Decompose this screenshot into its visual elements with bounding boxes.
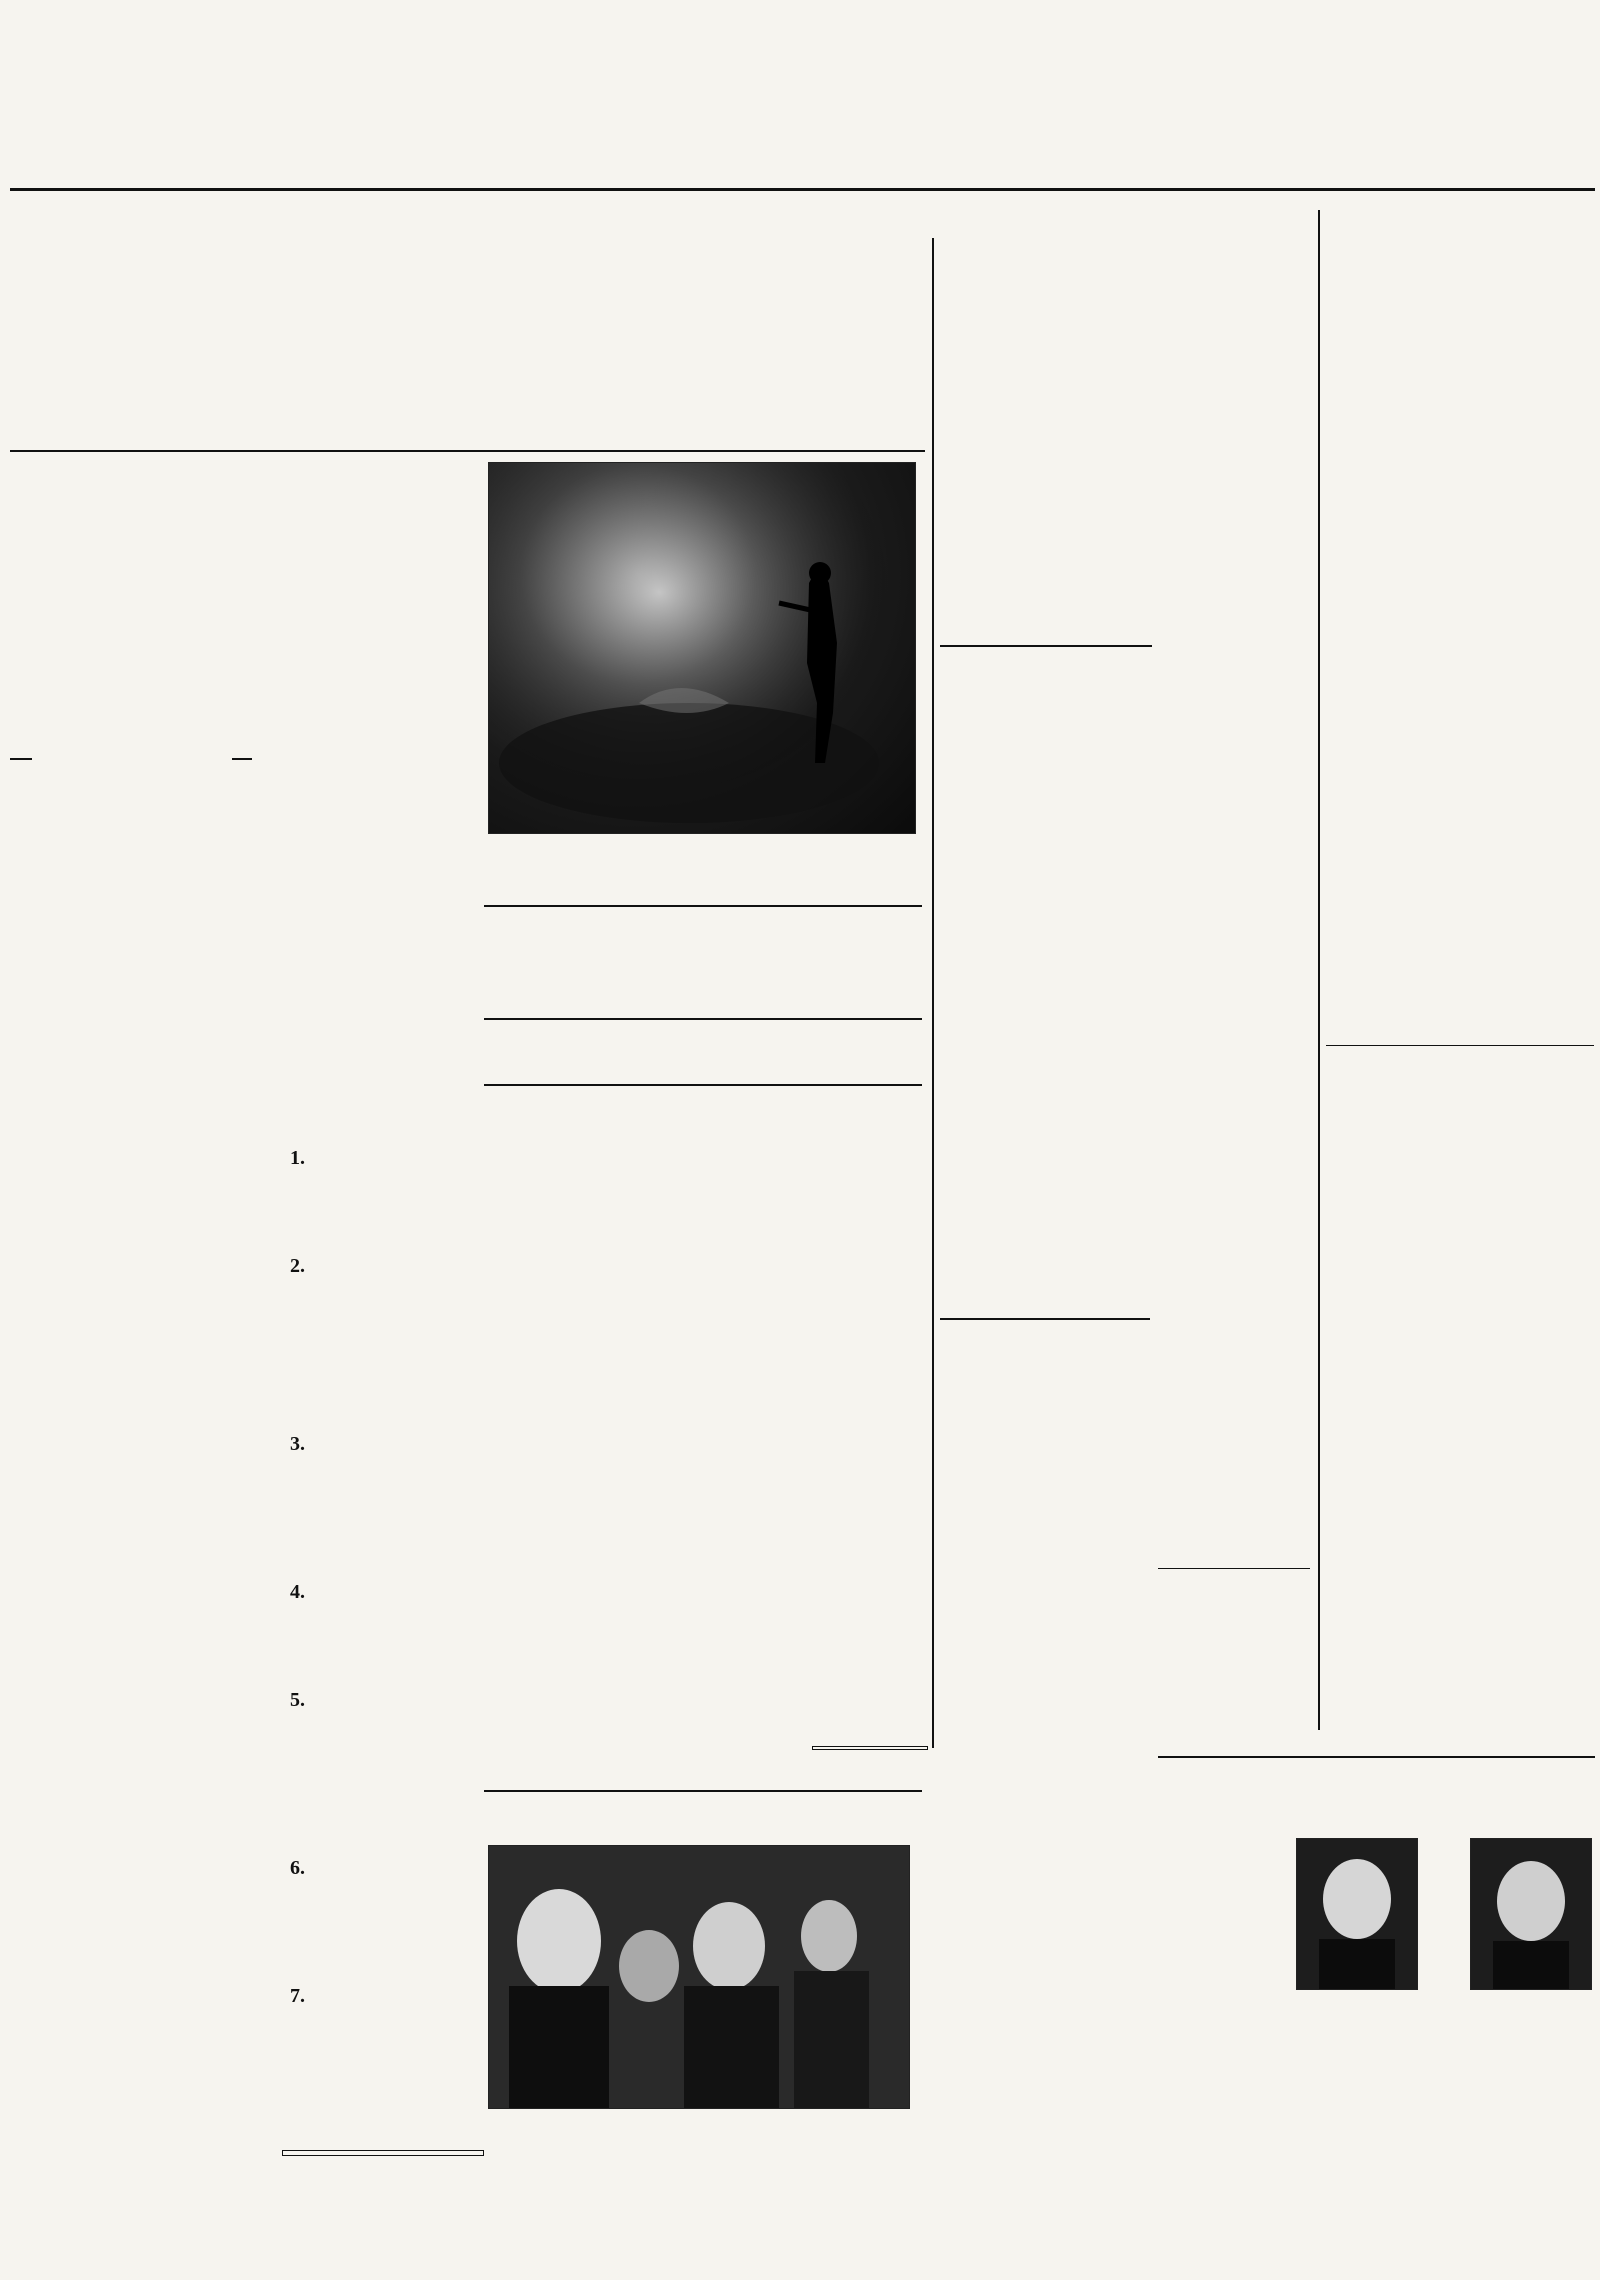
stavisky-body-col1 — [490, 1170, 700, 1758]
trial-body-2 — [1292, 2150, 1432, 2220]
trial-photo-2 — [1470, 1838, 1592, 1990]
trial-body-col — [1420, 2012, 1592, 2102]
lead-point-7: 7. — [290, 1988, 305, 2007]
basket-photo-art — [489, 1846, 909, 2108]
polaris-rule — [940, 1318, 1150, 1320]
trial-photo-1 — [1296, 1838, 1418, 1990]
stavisky-body-col2 — [710, 1094, 922, 1758]
polaris-body — [944, 1438, 1148, 1778]
column-rule-right — [232, 758, 252, 760]
lead-point-1: 1. — [290, 1150, 305, 1169]
col-rule-right — [1318, 210, 1320, 1730]
enosis-body-top — [948, 500, 1308, 640]
col-rule-mid — [932, 238, 934, 1748]
lead-point-3: 3. — [290, 1436, 305, 1455]
lead-points — [290, 1150, 470, 2088]
basket-body — [1085, 1898, 1285, 2198]
basket-rule-top — [484, 1790, 922, 1792]
fire-photo — [488, 462, 916, 834]
lead-point-4: 4. — [290, 1584, 305, 1603]
zolotas-body — [1326, 426, 1594, 852]
stavisky-rule-2 — [484, 1084, 922, 1086]
masthead-rule — [10, 188, 1595, 191]
basket-photo — [488, 1845, 910, 2109]
lead-point-2: 2. — [290, 1258, 305, 1277]
stavisky-rule-1 — [484, 1018, 922, 1020]
lead-body-top — [32, 632, 470, 704]
tirana-body — [944, 808, 1148, 1308]
lead-point-5: 5. — [290, 1692, 305, 1711]
column-rule-left — [10, 758, 32, 760]
trial-body-top — [1160, 1684, 1592, 1754]
lead-point-6: 6. — [290, 1860, 305, 1879]
lead-points-list — [282, 1045, 474, 1051]
lead-rule — [10, 450, 925, 452]
trial-body-right — [1296, 1764, 1592, 1834]
coma-body — [1326, 1210, 1594, 1520]
basket-footer — [1085, 2200, 1285, 2218]
zolotas-body-2 — [1326, 888, 1594, 1038]
fire-photo-art — [489, 463, 915, 833]
enosis-body-col — [1158, 640, 1308, 1780]
lead-continuation — [282, 2150, 484, 2156]
column-body — [12, 795, 248, 2215]
stavisky-continuation — [812, 1746, 928, 1750]
fire-rule — [484, 905, 922, 907]
